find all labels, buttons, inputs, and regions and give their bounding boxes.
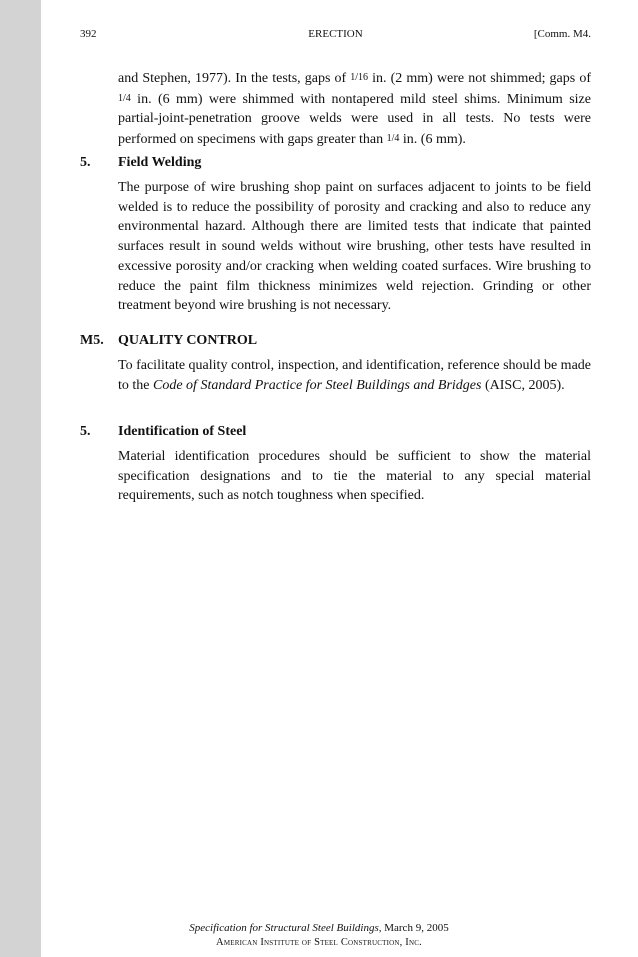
section-title: Field Welding [118, 155, 202, 170]
fraction: 1/16 [350, 72, 369, 83]
section-running-title: ERECTION [308, 28, 363, 40]
section-number: 5. [80, 424, 91, 439]
section-number: 5. [80, 155, 91, 170]
footer-spec-date: March 9, 2005 [381, 922, 449, 934]
footer-spec-line [0, 921, 638, 935]
fraction: 1/4 [386, 133, 400, 145]
chapter-reference: [Comm. M4. [533, 28, 591, 40]
page-gutter [0, 0, 41, 957]
identification-paragraph: Material identification procedures should be sufficient to show the material specification designations and to tie the material to any special material requirements, such as notch toughness when specified. [118, 449, 591, 504]
continued-paragraph: and Stephen, 1977). In the tests, gaps of 1/16 in. (2 mm) were not shimmed; gaps of 1/4 in. (6 mm) were shimmed with nontapered mild steel shims. Minimum size partial-joint-penetration groove welds were used in all tests. No tests were performed on specimens with gaps greater than 1/4 in. (6 mm). [118, 71, 591, 148]
fraction: 1/4 [118, 92, 131, 104]
field-welding-paragraph: The purpose of wire brushing shop paint on surfaces adjacent to joints to be field welded is to reduce the possibility of porosity and cracking and also to reduce any environmental hazard. Although there are limited tests that indicate that painted surfaces result in sound welds without wire brushing, other tests have resulted in excessive porosity and/or cracking when welding coated surfaces. Wire brushing to reduce the paint film thickness minimizes weld rejection. Grinding or other treatment beyond wire brushing is not necessary. [118, 180, 591, 314]
footer-publisher: American Institute of Steel Construction, Inc. [216, 937, 422, 948]
cited-document-title: Code of Standard Practice for Steel Buildings and Bridges [153, 377, 482, 393]
quality-control-paragraph: To facilitate quality control, inspection, and identification, reference should be made to the Code of Standard Practice for Steel Buildings and Bridges (AISC, 2005). [118, 358, 591, 393]
section-number: M5. [80, 333, 104, 348]
section-title: QUALITY CONTROL [118, 333, 258, 348]
page-number: 392 [80, 28, 97, 40]
running-head [80, 28, 591, 42]
footer-spec-title: Specification for Structural Steel Buildings, [189, 922, 382, 934]
section-title: Identification of Steel [118, 424, 247, 439]
